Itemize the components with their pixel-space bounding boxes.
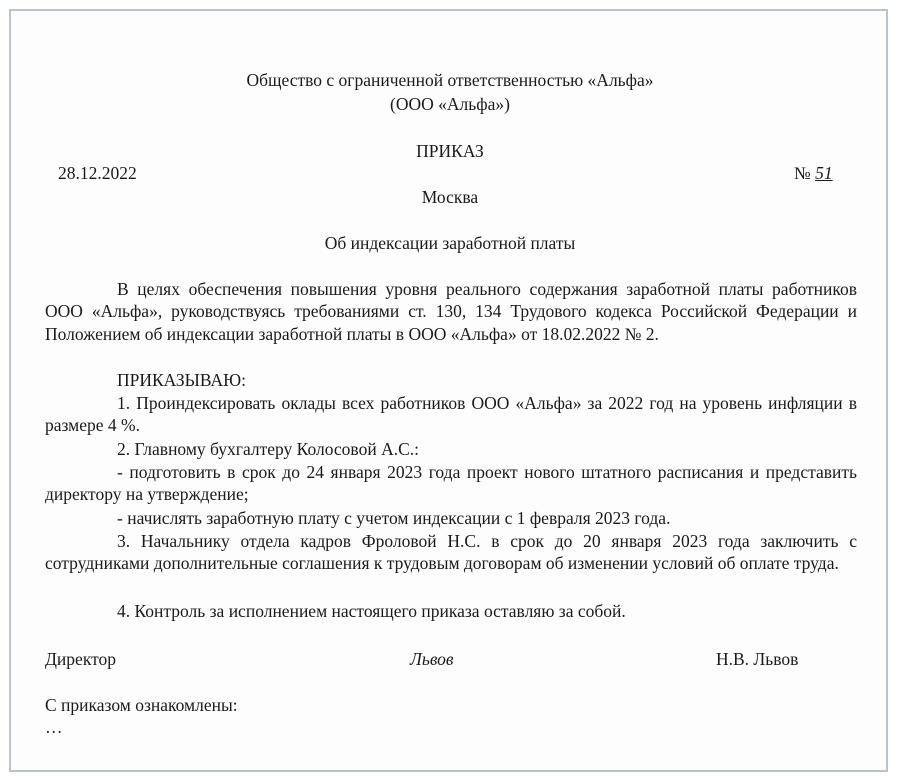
doc-date: 28.12.2022 xyxy=(58,163,137,183)
preamble-paragraph: В целях обеспечения повышения уровня реального содержания заработной платы работников ООО «Альфа», руководствуясь требованиями ст. 130, 134 Трудового кодекса Российской Федерации и Положением об индексации заработной платы в ООО «Альфа» от 18.02.2022 № 2. xyxy=(45,279,857,344)
doc-city: Москва xyxy=(421,187,479,207)
order-item-4: 4. Контроль за исполнением настоящего приказа оставляю за собой. xyxy=(117,601,626,621)
doc-number-value: 51 xyxy=(815,163,833,183)
doc-number xyxy=(794,162,833,184)
order-item-3: 3. Начальнику отдела кадров Фроловой Н.С. в срок до 20 января 2023 года заключить с сотрудниками дополнительные соглашения к трудовым договорам об изменении условий об оплате труда. xyxy=(45,531,857,574)
org-full-name: Общество с ограниченной ответственностью «Альфа» xyxy=(246,70,654,90)
acquainted-ellipsis: … xyxy=(45,717,63,737)
doc-type: ПРИКАЗ xyxy=(416,141,484,161)
signature-position: Директор xyxy=(45,649,117,669)
signature-name: Н.В. Львов xyxy=(716,649,799,669)
acquainted-label: С приказом ознакомлены: xyxy=(45,695,238,715)
signature-sign: Львов xyxy=(410,649,454,669)
order-item-1: 1. Проиндексировать оклады всех работников ООО «Альфа» за 2022 год на уровень инфляции в размере 4 %. xyxy=(45,393,857,436)
order-item-2: 2. Главному бухгалтеру Колосовой А.С.: xyxy=(117,439,419,459)
doc-subject: Об индексации заработной платы xyxy=(324,233,576,253)
order-item-2a: - подготовить в срок до 24 января 2023 года проект нового штатного расписания и представить директору на утверждение; xyxy=(45,462,857,505)
doc-number-label: № xyxy=(794,163,811,183)
org-short-name: (ООО «Альфа») xyxy=(390,94,510,114)
order-item-2b: - начислять заработную плату с учетом индексации с 1 февраля 2023 года. xyxy=(117,508,671,528)
order-word: ПРИКАЗЫВАЮ: xyxy=(117,370,246,390)
